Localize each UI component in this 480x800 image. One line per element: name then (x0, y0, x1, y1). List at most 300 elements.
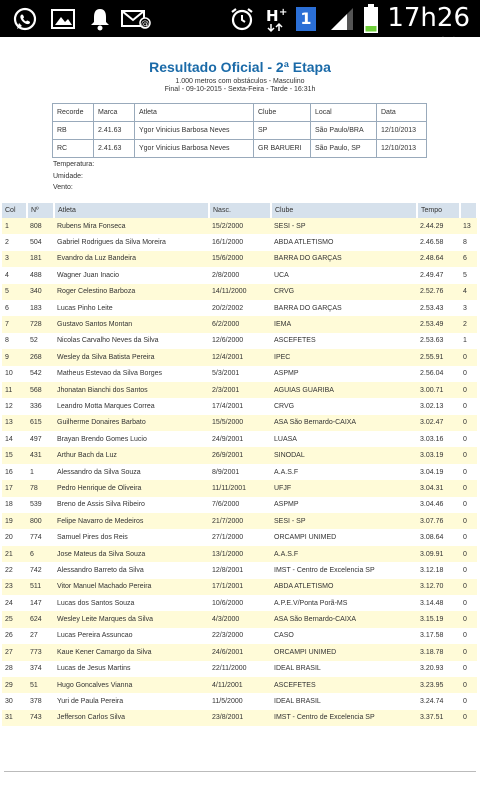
result-bib-number: 183 (27, 300, 54, 316)
result-birth-date: 22/11/2000 (209, 661, 271, 677)
result-athlete-name: Jhonatan Bianchi dos Santos (54, 382, 209, 398)
result-athlete-name: Vitor Manuel Machado Pereira (54, 579, 209, 595)
result-athlete-name: Gustavo Santos Montan (54, 316, 209, 332)
result-time: 3.03.16 (417, 431, 460, 447)
result-club: ORCAMPI UNIMED (271, 529, 417, 545)
result-points: 0 (460, 447, 477, 463)
result-club: IDEAL BRASIL (271, 693, 417, 709)
table-row (2, 415, 477, 431)
result-points: 0 (460, 529, 477, 545)
result-birth-date: 20/2/2002 (209, 300, 271, 316)
result-athlete-name: Jose Mateus da Silva Souza (54, 546, 209, 562)
result-club: CRVG (271, 284, 417, 300)
result-bib-number: 568 (27, 382, 54, 398)
result-time: 3.37.51 (417, 710, 460, 726)
svg-text:@: @ (141, 18, 149, 28)
cell-signal-icon (328, 0, 356, 37)
result-time: 3.17.58 (417, 628, 460, 644)
result-birth-date: 15/2/2000 (209, 218, 271, 234)
table-row (2, 300, 477, 316)
result-birth-date: 5/3/2001 (209, 366, 271, 382)
result-position: 10 (2, 366, 27, 382)
table-row (2, 562, 477, 578)
result-time: 3.04.46 (417, 497, 460, 513)
table-row (2, 349, 477, 365)
humidity-label: Umidade: (53, 173, 83, 180)
result-points: 0 (460, 710, 477, 726)
result-birth-date: 24/6/2001 (209, 644, 271, 660)
result-points: 0 (460, 661, 477, 677)
result-points: 0 (460, 398, 477, 414)
sim-label: 1 (296, 7, 316, 31)
results-header-club: Clube (271, 203, 417, 218)
result-position: 5 (2, 284, 27, 300)
records-header (53, 104, 427, 122)
result-position: 31 (2, 710, 27, 726)
result-time: 3.14.48 (417, 595, 460, 611)
result-points: 2 (460, 316, 477, 332)
result-athlete-name: Breno de Assis Silva Ribeiro (54, 497, 209, 513)
result-points: 4 (460, 284, 477, 300)
record-cell: GR BARUERI (254, 140, 311, 158)
result-bib-number: 431 (27, 447, 54, 463)
result-bib-number: 800 (27, 513, 54, 529)
table-row (2, 284, 477, 300)
record-cell: São Paulo/BRA (311, 122, 377, 140)
result-birth-date: 11/11/2001 (209, 480, 271, 496)
result-athlete-name: Rubens Mira Fonseca (54, 218, 209, 234)
result-bib-number: 774 (27, 529, 54, 545)
notification-bell-icon[interactable] (86, 0, 114, 37)
result-club: CRVG (271, 398, 417, 414)
result-position: 28 (2, 661, 27, 677)
result-points: 0 (460, 611, 477, 627)
result-position: 24 (2, 595, 27, 611)
result-bib-number: 773 (27, 644, 54, 660)
table-row (2, 464, 477, 480)
record-row-rc (53, 140, 427, 158)
result-time: 2.46.58 (417, 234, 460, 250)
result-bib-number: 340 (27, 284, 54, 300)
result-birth-date: 7/6/2000 (209, 497, 271, 513)
svg-text:H: H (266, 6, 279, 25)
result-time: 2.56.04 (417, 366, 460, 382)
table-row (2, 398, 477, 414)
result-position: 22 (2, 562, 27, 578)
result-club: SESI - SP (271, 218, 417, 234)
result-athlete-name: Wesley da Silva Batista Pereira (54, 349, 209, 365)
result-athlete-name: Roger Celestino Barboza (54, 284, 209, 300)
result-bib-number: 336 (27, 398, 54, 414)
result-club: ASCEFETES (271, 333, 417, 349)
result-position: 26 (2, 628, 27, 644)
result-bib-number: 268 (27, 349, 54, 365)
result-athlete-name: Pedro Henrique de Oliveira (54, 480, 209, 496)
result-time: 3.24.74 (417, 693, 460, 709)
result-club: SESI - SP (271, 513, 417, 529)
result-position: 2 (2, 234, 27, 250)
gallery-icon[interactable] (48, 0, 78, 37)
result-time: 3.23.95 (417, 677, 460, 693)
result-bib-number: 78 (27, 480, 54, 496)
table-row (2, 480, 477, 496)
result-position: 9 (2, 349, 27, 365)
result-bib-number: 742 (27, 562, 54, 578)
result-club: IMST - Centro de Excelencia SP (271, 710, 417, 726)
result-athlete-name: Leandro Motta Marques Correa (54, 398, 209, 414)
table-row (2, 595, 477, 611)
result-club: A.P.E.V/Ponta Porã-MS (271, 595, 417, 611)
table-row (2, 529, 477, 545)
result-points: 3 (460, 300, 477, 316)
result-athlete-name: Alessandro Barreto da Silva (54, 562, 209, 578)
results-body (2, 218, 477, 726)
table-row (2, 382, 477, 398)
result-club: ABDA ATLETISMO (271, 579, 417, 595)
result-club: ASA São Bernardo-CAIXA (271, 611, 417, 627)
result-bib-number: 497 (27, 431, 54, 447)
result-club: ABDA ATLETISMO (271, 234, 417, 250)
result-club: AGUIAS GUARIBA (271, 382, 417, 398)
result-time: 3.12.18 (417, 562, 460, 578)
result-points: 0 (460, 693, 477, 709)
result-points: 1 (460, 333, 477, 349)
result-time: 2.44.29 (417, 218, 460, 234)
result-position: 3 (2, 251, 27, 267)
result-bib-number: 52 (27, 333, 54, 349)
result-birth-date: 27/1/2000 (209, 529, 271, 545)
event-details: Final - 09-10-2015 - Sexta-Feira - Tarde - 16:31h (164, 86, 316, 93)
table-row (2, 431, 477, 447)
result-bib-number: 6 (27, 546, 54, 562)
result-position: 8 (2, 333, 27, 349)
result-position: 18 (2, 497, 27, 513)
record-cell: Ygor Vinicius Barbosa Neves (135, 140, 254, 158)
result-birth-date: 6/2/2000 (209, 316, 271, 332)
result-birth-date: 4/3/2000 (209, 611, 271, 627)
result-position: 25 (2, 611, 27, 627)
result-points: 0 (460, 546, 477, 562)
result-points: 0 (460, 562, 477, 578)
record-row-rb (53, 122, 427, 140)
result-athlete-name: Lucas Pereira Assuncao (54, 628, 209, 644)
result-birth-date: 12/4/2001 (209, 349, 271, 365)
result-position: 19 (2, 513, 27, 529)
result-points: 0 (460, 513, 477, 529)
result-bib-number: 624 (27, 611, 54, 627)
whatsapp-icon[interactable] (10, 0, 40, 37)
sim-1-icon (294, 0, 318, 37)
result-position: 12 (2, 398, 27, 414)
result-bib-number: 542 (27, 366, 54, 382)
table-row (2, 611, 477, 627)
result-position: 7 (2, 316, 27, 332)
footer-divider (4, 771, 476, 772)
result-birth-date: 8/9/2001 (209, 464, 271, 480)
table-row (2, 579, 477, 595)
result-birth-date: 2/3/2001 (209, 382, 271, 398)
result-athlete-name: Yuri de Paula Pereira (54, 693, 209, 709)
table-row (2, 546, 477, 562)
result-bib-number: 147 (27, 595, 54, 611)
result-birth-date: 23/8/2001 (209, 710, 271, 726)
result-birth-date: 4/11/2001 (209, 677, 271, 693)
result-athlete-name: Gabriel Rodrigues da Silva Moreira (54, 234, 209, 250)
result-athlete-name: Hugo Goncalves Vianna (54, 677, 209, 693)
result-athlete-name: Wesley Leite Marques da Silva (54, 611, 209, 627)
result-time: 2.48.64 (417, 251, 460, 267)
result-birth-date: 24/9/2001 (209, 431, 271, 447)
result-club: ASCEFETES (271, 677, 417, 693)
result-club: A.A.S.F (271, 464, 417, 480)
record-cell: 2.41.63 (94, 140, 135, 158)
result-athlete-name: Lucas dos Santos Souza (54, 595, 209, 611)
table-row (2, 644, 477, 660)
table-row (2, 251, 477, 267)
result-birth-date: 16/1/2000 (209, 234, 271, 250)
results-header (2, 203, 477, 218)
result-points: 0 (460, 366, 477, 382)
records-header-data: Data (377, 104, 427, 122)
records-header-atleta: Atleta (135, 104, 254, 122)
records-header-clube: Clube (254, 104, 311, 122)
table-row (2, 218, 477, 234)
result-time: 3.02.47 (417, 415, 460, 431)
result-time: 3.04.19 (417, 464, 460, 480)
result-bib-number: 1 (27, 464, 54, 480)
result-birth-date: 12/8/2001 (209, 562, 271, 578)
result-position: 21 (2, 546, 27, 562)
result-position: 16 (2, 464, 27, 480)
result-position: 4 (2, 267, 27, 283)
result-time: 2.53.49 (417, 316, 460, 332)
result-club: SINODAL (271, 447, 417, 463)
clock: 17h26 (387, 3, 470, 33)
result-athlete-name: Lucas de Jesus Martins (54, 661, 209, 677)
result-time: 3.08.64 (417, 529, 460, 545)
result-points: 0 (460, 480, 477, 496)
result-athlete-name: Felipe Navarro de Medeiros (54, 513, 209, 529)
result-birth-date: 10/6/2000 (209, 595, 271, 611)
result-club: CASO (271, 628, 417, 644)
records-table (52, 103, 427, 158)
table-row (2, 693, 477, 709)
result-points: 0 (460, 497, 477, 513)
result-club: ASA São Bernardo-CAIXA (271, 415, 417, 431)
result-points: 0 (460, 644, 477, 660)
result-position: 20 (2, 529, 27, 545)
table-row (2, 628, 477, 644)
result-time: 2.49.47 (417, 267, 460, 283)
result-bib-number: 488 (27, 267, 54, 283)
result-club: BARRA DO GARÇAS (271, 300, 417, 316)
result-points: 8 (460, 234, 477, 250)
result-points: 0 (460, 677, 477, 693)
result-club: LUASA (271, 431, 417, 447)
status-bar (0, 0, 480, 37)
result-club: IDEAL BRASIL (271, 661, 417, 677)
result-birth-date: 26/9/2001 (209, 447, 271, 463)
result-birth-date: 13/1/2000 (209, 546, 271, 562)
result-birth-date: 2/8/2000 (209, 267, 271, 283)
result-time: 2.53.63 (417, 333, 460, 349)
table-row (2, 447, 477, 463)
result-position: 27 (2, 644, 27, 660)
result-birth-date: 17/4/2001 (209, 398, 271, 414)
result-time: 2.52.76 (417, 284, 460, 300)
result-points: 0 (460, 628, 477, 644)
result-points: 0 (460, 595, 477, 611)
result-athlete-name: Matheus Estevao da Silva Borges (54, 366, 209, 382)
table-row (2, 661, 477, 677)
table-row (2, 316, 477, 332)
table-row (2, 710, 477, 726)
result-club: ASPMP (271, 366, 417, 382)
result-position: 23 (2, 579, 27, 595)
result-club: ORCAMPI UNIMED (271, 644, 417, 660)
result-points: 6 (460, 251, 477, 267)
result-club: IPEC (271, 349, 417, 365)
result-position: 17 (2, 480, 27, 496)
records-header-local: Local (311, 104, 377, 122)
result-birth-date: 11/5/2000 (209, 693, 271, 709)
result-points: 0 (460, 464, 477, 480)
record-cell: Ygor Vinicius Barbosa Neves (135, 122, 254, 140)
result-athlete-name: Evandro da Luz Bandeira (54, 251, 209, 267)
wind-label: Vento: (53, 184, 73, 191)
result-time: 3.09.91 (417, 546, 460, 562)
result-points: 0 (460, 349, 477, 365)
results-page[interactable] (0, 37, 480, 800)
table-row (2, 497, 477, 513)
results-header-col: Col (2, 203, 27, 218)
result-athlete-name: Lucas Pinho Leite (54, 300, 209, 316)
record-cell: 12/10/2013 (377, 140, 427, 158)
record-cell: RB (53, 122, 94, 140)
result-position: 29 (2, 677, 27, 693)
result-athlete-name: Kaue Kener Camargo da Silva (54, 644, 209, 660)
result-bib-number: 374 (27, 661, 54, 677)
result-athlete-name: Brayan Brendo Gomes Lucio (54, 431, 209, 447)
result-points: 0 (460, 382, 477, 398)
table-row (2, 234, 477, 250)
results-table (2, 203, 478, 726)
result-bib-number: 743 (27, 710, 54, 726)
result-bib-number: 728 (27, 316, 54, 332)
result-position: 1 (2, 218, 27, 234)
result-points: 0 (460, 431, 477, 447)
record-cell: São Paulo, SP (311, 140, 377, 158)
result-time: 3.12.70 (417, 579, 460, 595)
result-bib-number: 511 (27, 579, 54, 595)
result-position: 6 (2, 300, 27, 316)
record-cell: RC (53, 140, 94, 158)
result-club: IEMA (271, 316, 417, 332)
table-row (2, 267, 477, 283)
result-points: 5 (460, 267, 477, 283)
results-header-birth: Nasc. (209, 203, 271, 218)
result-position: 11 (2, 382, 27, 398)
signal-h-plus-icon (264, 0, 290, 37)
result-birth-date: 15/6/2000 (209, 251, 271, 267)
battery-icon (360, 0, 382, 37)
result-bib-number: 181 (27, 251, 54, 267)
result-bib-number: 27 (27, 628, 54, 644)
result-athlete-name: Guilherme Donaires Barbato (54, 415, 209, 431)
record-cell: 12/10/2013 (377, 122, 427, 140)
result-bib-number: 539 (27, 497, 54, 513)
result-position: 30 (2, 693, 27, 709)
result-bib-number: 808 (27, 218, 54, 234)
result-bib-number: 51 (27, 677, 54, 693)
record-cell: 2.41.63 (94, 122, 135, 140)
result-points: 13 (460, 218, 477, 234)
result-time: 2.55.91 (417, 349, 460, 365)
table-row (2, 677, 477, 693)
results-header-athlete: Atleta (54, 203, 209, 218)
result-time: 3.18.78 (417, 644, 460, 660)
result-club: UFJF (271, 480, 417, 496)
result-time: 3.15.19 (417, 611, 460, 627)
records-header-marca: Marca (94, 104, 135, 122)
table-row (2, 513, 477, 529)
result-position: 15 (2, 447, 27, 463)
result-time: 2.53.43 (417, 300, 460, 316)
result-time: 3.07.76 (417, 513, 460, 529)
result-birth-date: 15/5/2000 (209, 415, 271, 431)
result-birth-date: 14/11/2000 (209, 284, 271, 300)
result-club: IMST - Centro de Excelencia SP (271, 562, 417, 578)
result-birth-date: 17/1/2001 (209, 579, 271, 595)
result-time: 3.00.71 (417, 382, 460, 398)
result-bib-number: 504 (27, 234, 54, 250)
result-time: 3.02.13 (417, 398, 460, 414)
result-athlete-name: Nicolas Carvalho Neves da Silva (54, 333, 209, 349)
temperature-label: Temperatura: (53, 161, 95, 168)
result-athlete-name: Alessandro da Silva Souza (54, 464, 209, 480)
result-club: A.A.S.F (271, 546, 417, 562)
result-athlete-name: Jefferson Carlos Silva (54, 710, 209, 726)
page-title: Resultado Oficial - 2ª Etapa (149, 59, 331, 75)
result-points: 0 (460, 579, 477, 595)
result-birth-date: 12/6/2000 (209, 333, 271, 349)
result-athlete-name: Wagner Juan Inacio (54, 267, 209, 283)
result-birth-date: 21/7/2000 (209, 513, 271, 529)
record-cell: SP (254, 122, 311, 140)
result-bib-number: 378 (27, 693, 54, 709)
alarm-icon (228, 0, 256, 37)
result-position: 14 (2, 431, 27, 447)
email-icon[interactable] (120, 0, 152, 37)
result-athlete-name: Samuel Pires dos Reis (54, 529, 209, 545)
result-time: 3.03.19 (417, 447, 460, 463)
table-row (2, 333, 477, 349)
result-position: 13 (2, 415, 27, 431)
result-athlete-name: Arthur Bach da Luz (54, 447, 209, 463)
table-row (2, 366, 477, 382)
records-header-recorde: Recorde (53, 104, 94, 122)
event-subtitle: 1.000 metros com obstáculos - Masculino (175, 78, 305, 85)
result-club: BARRA DO GARÇAS (271, 251, 417, 267)
results-header-points (460, 203, 477, 218)
result-time: 3.04.31 (417, 480, 460, 496)
result-club: ASPMP (271, 497, 417, 513)
result-points: 0 (460, 415, 477, 431)
svg-text:+: + (279, 6, 288, 18)
result-time: 3.20.93 (417, 661, 460, 677)
result-bib-number: 615 (27, 415, 54, 431)
result-club: UCA (271, 267, 417, 283)
